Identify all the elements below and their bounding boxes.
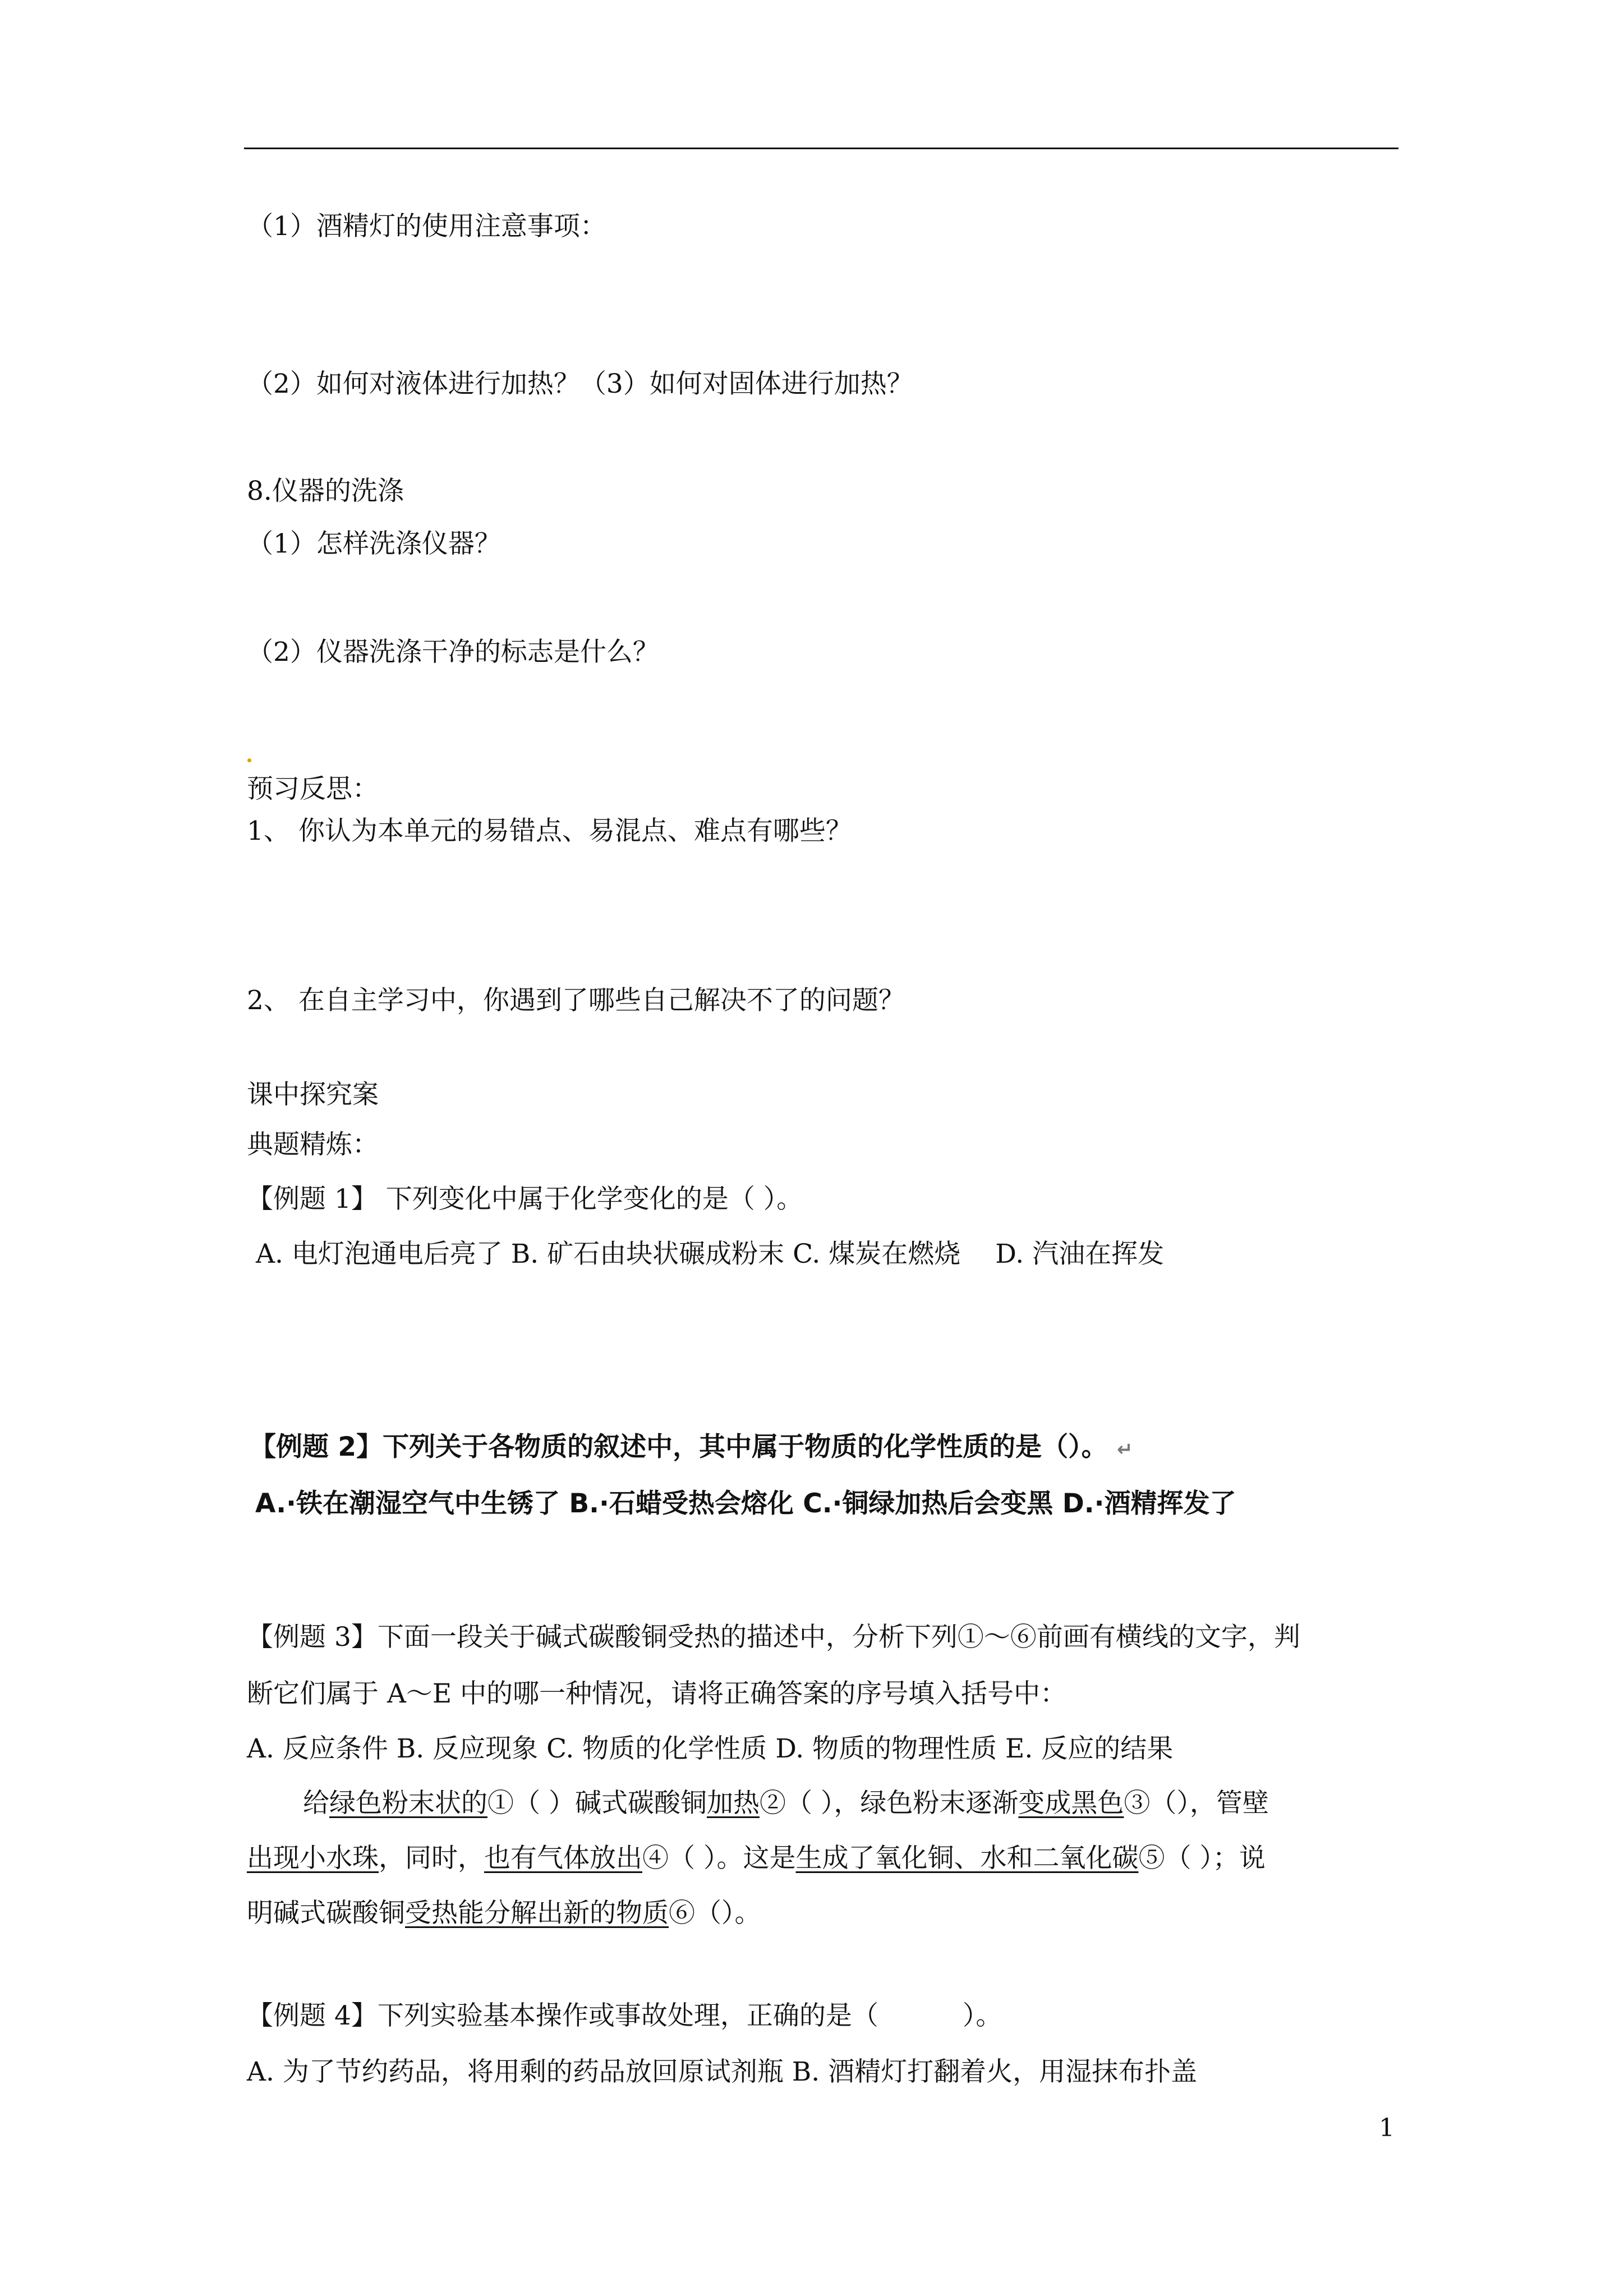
p1-text-c: ②（ ），绿色粉末逐渐 [759,1788,1019,1819]
explore-title: 课中探究案 [247,1079,379,1110]
example-2-stem [250,1430,1133,1466]
example-1-stem: 【例题 1】 下列变化中属于化学变化的是（ ）。 [247,1184,803,1214]
sec8-q2: （2）仪器洗涤干净的标志是什么？ [247,637,659,668]
p3-underlined-1: 受热能分解出新的物质 [405,1898,669,1929]
p1-text-a: 给 [303,1788,329,1819]
sec8-title: 8.仪器的洗涤 [247,476,404,507]
example-4-stem-a: 【例题 4】下列实验基本操作或事故处理，正确的是（ [247,2000,878,2031]
explore-subtitle: 典题精炼： [247,1129,379,1160]
p1-underlined-3: 变成黑色 [1018,1788,1124,1819]
p1-underlined-2: 加热 [706,1788,760,1819]
stray-dot [247,758,251,762]
p1-text-d: ③（），管壁 [1124,1788,1269,1819]
p1-underlined-1: 绿色粉末状的 [329,1788,487,1819]
example-3-stem-line2: 断它们属于 A～E 中的哪一种情况，请将正确答案的序号填入括号中： [247,1678,1067,1709]
example-2-options: A.·铁在潮湿空气中生锈了 B.·石蜡受热会熔化 C.·铜绿加热后会变黑 D.·酒精挥发了 [255,1488,1236,1519]
p2-text-b: ④（ ）。这是 [642,1843,796,1874]
example-3-paragraph-line1 [303,1787,1269,1820]
example-1-options: A. 电灯泡通电后亮了 B. 矿石由块状碾成粉末 C. 煤炭在燃烧 D. 汽油在挥发 [256,1239,1165,1269]
p3-text-a: 明碱式碳酸铜 [247,1898,405,1929]
page-number: 1 [1379,2114,1395,2142]
sec7-q23: （2）如何对液体进行加热？（3）如何对固体进行加热？ [247,369,913,399]
p2-text-c: ⑤（ ）；说 [1138,1843,1266,1874]
example-4-options: A. 为了节约药品，将用剩的药品放回原试剂瓶 B. 酒精灯打翻着火，用湿抹布扑盖 [247,2056,1198,2087]
example-3-options: A. 反应条件 B. 反应现象 C. 物质的化学性质 D. 物质的物理性质 E. 反应的结果 [247,1733,1174,1764]
sec8-q1: （1）怎样洗涤仪器？ [247,528,501,559]
reflection-q2: 2、 在自主学习中，你遇到了哪些自己解决不了的问题？ [247,985,905,1016]
reflection-q1: 1、 你认为本单元的易错点、易混点、难点有哪些？ [247,816,852,846]
reflection-title: 预习反思： [247,774,379,804]
example-3-paragraph-line3 [247,1897,761,1930]
enter-mark-icon: ↵ [1116,1438,1133,1461]
p2-underlined-1: 出现小水珠 [247,1843,379,1874]
example-2-stem-text: 【例题 2】下列关于各物质的叙述中，其中属于物质的化学性质的是（）。 [250,1432,1108,1462]
p2-underlined-3: 生成了氧化铜、水和二氧化碳 [795,1843,1139,1874]
header-rule [244,148,1398,149]
example-3-paragraph-line2 [247,1842,1266,1875]
p1-text-b: ①（ ）碱式碳酸铜 [487,1788,707,1819]
example-4-stem-b: ）。 [962,2000,1002,2031]
p3-text-b: ⑥（）。 [669,1898,761,1929]
sec7-q1: （1）酒精灯的使用注意事项： [247,211,606,242]
p2-underlined-2: 也有气体放出 [484,1843,642,1874]
p2-text-a: ，同时， [379,1843,484,1874]
example-3-stem-line1: 【例题 3】下面一段关于碱式碳酸铜受热的描述中，分析下列①～⑥前画有横线的文字，判 [247,1622,1300,1653]
example-4-stem [247,1999,1002,2033]
